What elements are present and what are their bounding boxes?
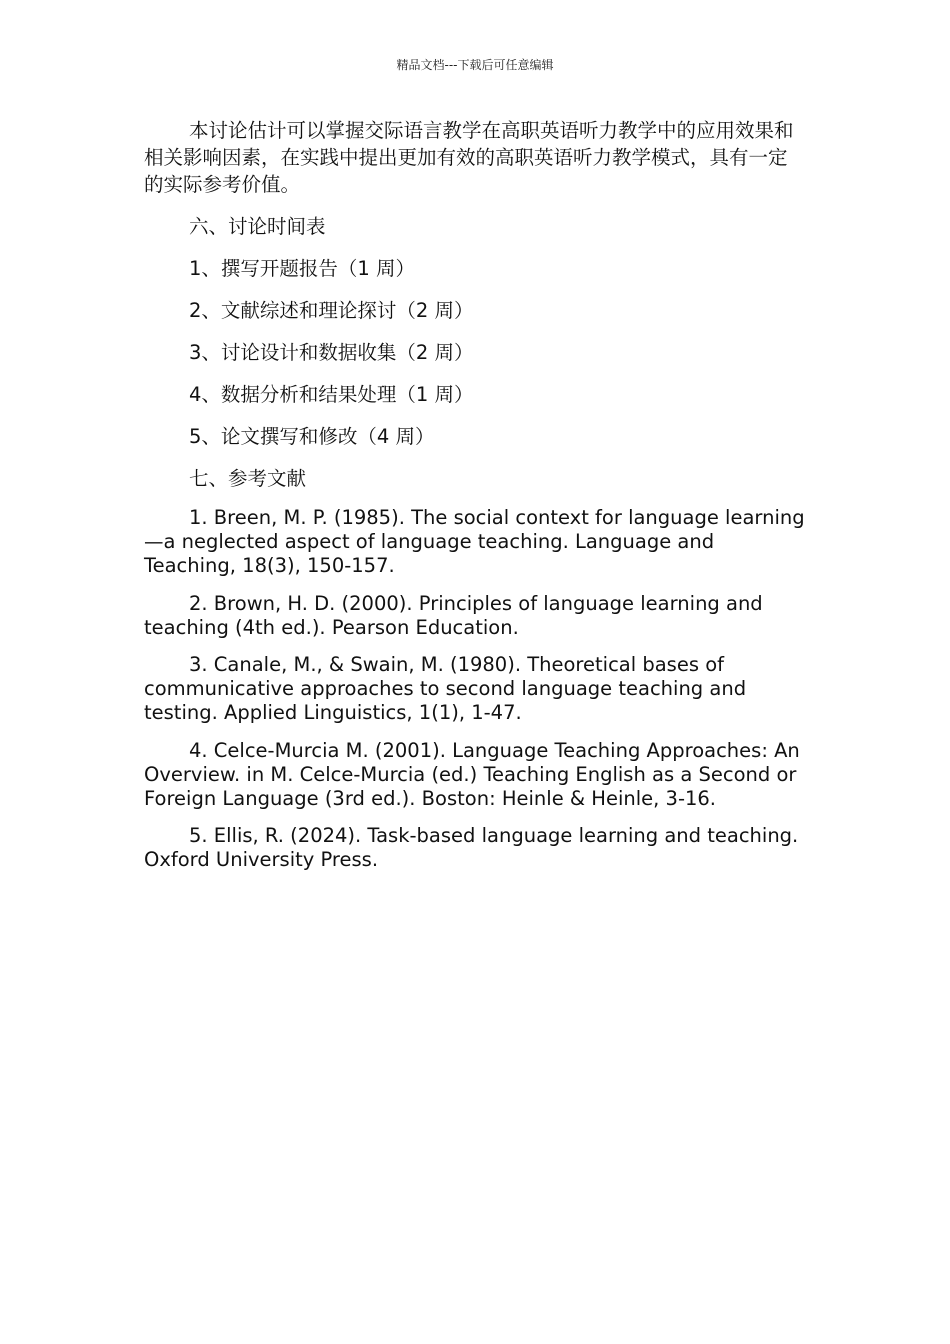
- reference-item: 3. Canale, M., & Swain, M. (1980). Theoretical bases of communicative approaches to second language teaching and testing. Applied Linguistics, 1(1), 1-47.: [144, 653, 747, 725]
- reference-item: 2. Brown, H. D. (2000). Principles of language learning and teaching (4th ed.). Pearson Education.: [144, 591, 763, 639]
- schedule-item: 1、撰写开题报告（1 周）: [189, 257, 416, 280]
- schedule-item: 4、数据分析和结果处理（1 周）: [189, 383, 474, 406]
- reference-item: 4. Celce-Murcia M. (2001). Language Teaching Approaches: An Overview. in M. Celce-Murcia (ed.) Teaching English as a Second or Foreign Language (3rd ed.). Boston: Heinle & Heinle, 3-16.: [144, 738, 800, 811]
- reference-item: 5. Ellis, R. (2024). Task-based language learning and teaching. Oxford University Press.: [144, 824, 799, 872]
- reference-item: 1. Breen, M. P. (1985). The social context for language learning—a neglected aspect of language teaching. Language and Teaching, 18(3), 150-157.: [144, 506, 805, 578]
- references-heading: 七、参考文献: [189, 467, 307, 490]
- intro-paragraph: 本讨论估计可以掌握交际语言教学在高职英语听力教学中的应用效果和相关影响因素，在实践中提出更加有效的高职英语听力教学模式，具有一定的实际参考价值。: [144, 119, 794, 196]
- page-header: 精品文档---下载后可任意编辑: [396, 58, 554, 72]
- schedule-item: 5、论文撰写和修改（4 周）: [189, 425, 435, 448]
- schedule-item: 2、文献综述和理论探讨（2 周）: [189, 299, 474, 322]
- document-content: [144, 117, 806, 873]
- schedule-heading: 六、讨论时间表: [189, 215, 326, 238]
- schedule-item: 3、讨论设计和数据收集（2 周）: [189, 341, 474, 364]
